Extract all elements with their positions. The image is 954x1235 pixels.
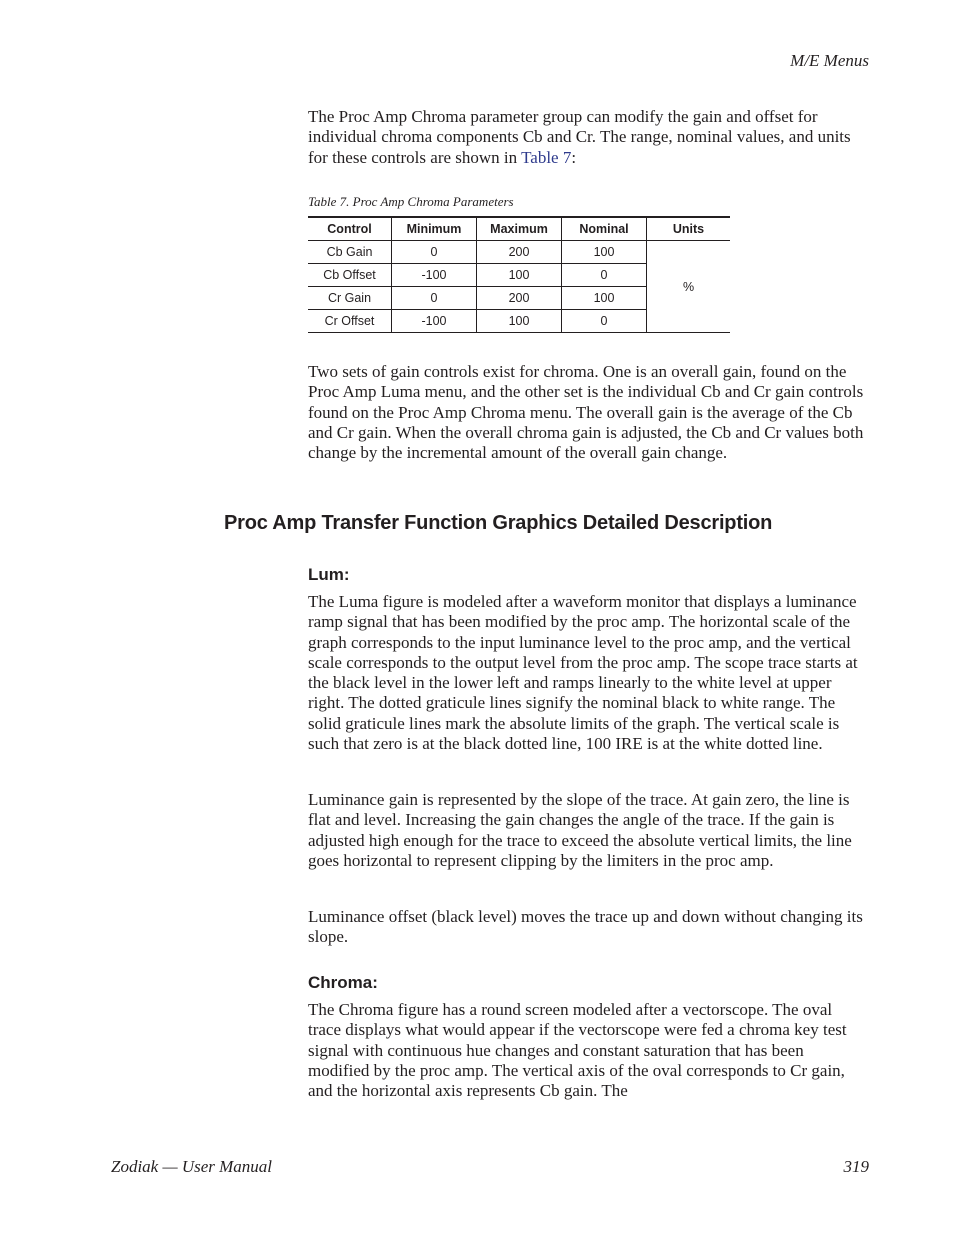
column-header: Control (308, 217, 392, 241)
lum-paragraph-3: Luminance offset (black level) moves the trace up and down without changing its slope. (308, 907, 863, 947)
table-cell: 200 (477, 287, 562, 310)
column-header: Units (647, 217, 731, 241)
table-cell: 200 (477, 241, 562, 264)
table-container (308, 216, 868, 333)
table-cell: 0 (392, 241, 477, 264)
column-header: Maximum (477, 217, 562, 241)
table-cell: 0 (562, 264, 647, 287)
running-header: M/E Menus (790, 51, 869, 70)
table-cell: Cb Offset (308, 264, 392, 287)
lum-paragraph-1: The Luma figure is modeled after a waveform monitor that displays a luminance ramp signal that has been modified by the proc amp. The horizontal scale of the graph corresponds to the input luminance level to the proc amp, and the vertical scale corresponds to the output level from the proc amp. The scope trace starts at the black level in the lower left and ramps linearly to the white level at upper right. The dotted graticule lines signify the nominal black to white range. The solid graticule lines mark the absolute limits of the graph. The vertical scale is such that zero is at the black dotted line, 100 IRE is at the white dotted line. (308, 592, 858, 754)
column-header: Nominal (562, 217, 647, 241)
table-header-row (308, 217, 730, 241)
chroma-parameters-table (308, 216, 730, 333)
table-cell: -100 (392, 264, 477, 287)
intro-text: The Proc Amp Chroma parameter group can modify the gain and offset for individual chroma components Cb and Cr. The range, nominal values, and units for these controls are shown in (308, 107, 851, 167)
gain-paragraph: Two sets of gain controls exist for chroma. One is an overall gain, found on the Proc Amp Luma menu, and the other set is the individual Cb and Cr gain controls found on the Proc Amp Chroma menu. The overall gain is the average of the Cb and Cr gain. When the overall chroma gain is adjusted, the Cb and Cr values both change by the incremental amount of the overall gain change. (308, 362, 864, 463)
table-cell: 100 (562, 241, 647, 264)
lum-paragraph-2-block (308, 790, 868, 871)
table-caption: Table 7. Proc Amp Chroma Parameters (308, 194, 514, 209)
chroma-heading: Chroma: (308, 973, 378, 992)
page-number: 319 (843, 1157, 869, 1176)
footer-manual-title: Zodiak — User Manual (111, 1157, 273, 1176)
table-cell: Cb Gain (308, 241, 392, 264)
table-cell: 0 (562, 310, 647, 333)
table-cell: Cr Offset (308, 310, 392, 333)
gain-paragraph-block (308, 362, 868, 463)
table-cell: Cr Gain (308, 287, 392, 310)
table-cell: 100 (562, 287, 647, 310)
section-heading: Proc Amp Transfer Function Graphics Detailed Description (224, 512, 773, 534)
table-cell: 100 (477, 264, 562, 287)
table-7-link[interactable]: Table 7 (521, 147, 572, 167)
lum-heading: Lum: (308, 565, 350, 584)
lum-paragraph-2: Luminance gain is represented by the slope of the trace. At gain zero, the line is flat and level. Increasing the gain changes the angle of the trace. If the gain is adjusted high enough for the trace to exceed the absolute vertical limits, the line goes horizontal to represent clipping by the limiters in the proc amp. (308, 790, 852, 870)
table-cell: -100 (392, 310, 477, 333)
chroma-paragraph-1: The Chroma figure has a round screen modeled after a vectorscope. The oval trace displays what would appear if the vectorscope were fed a chroma key test signal with continuous hue changes and constant saturation that has been modified by the proc amp. The vertical axis of the oval corresponds to Cr gain, and the horizontal axis represents Cb gain. The (308, 1000, 847, 1101)
lum-paragraph-1-block (308, 592, 868, 754)
lum-paragraph-3-block (308, 907, 868, 948)
intro-text-end: : (571, 147, 577, 167)
chroma-paragraph-1-block (308, 1000, 868, 1101)
intro-paragraph (308, 107, 868, 168)
units-cell: % (647, 241, 731, 333)
table-cell: 0 (392, 287, 477, 310)
table-row (308, 241, 730, 264)
table-cell: 100 (477, 310, 562, 333)
column-header: Minimum (392, 217, 477, 241)
